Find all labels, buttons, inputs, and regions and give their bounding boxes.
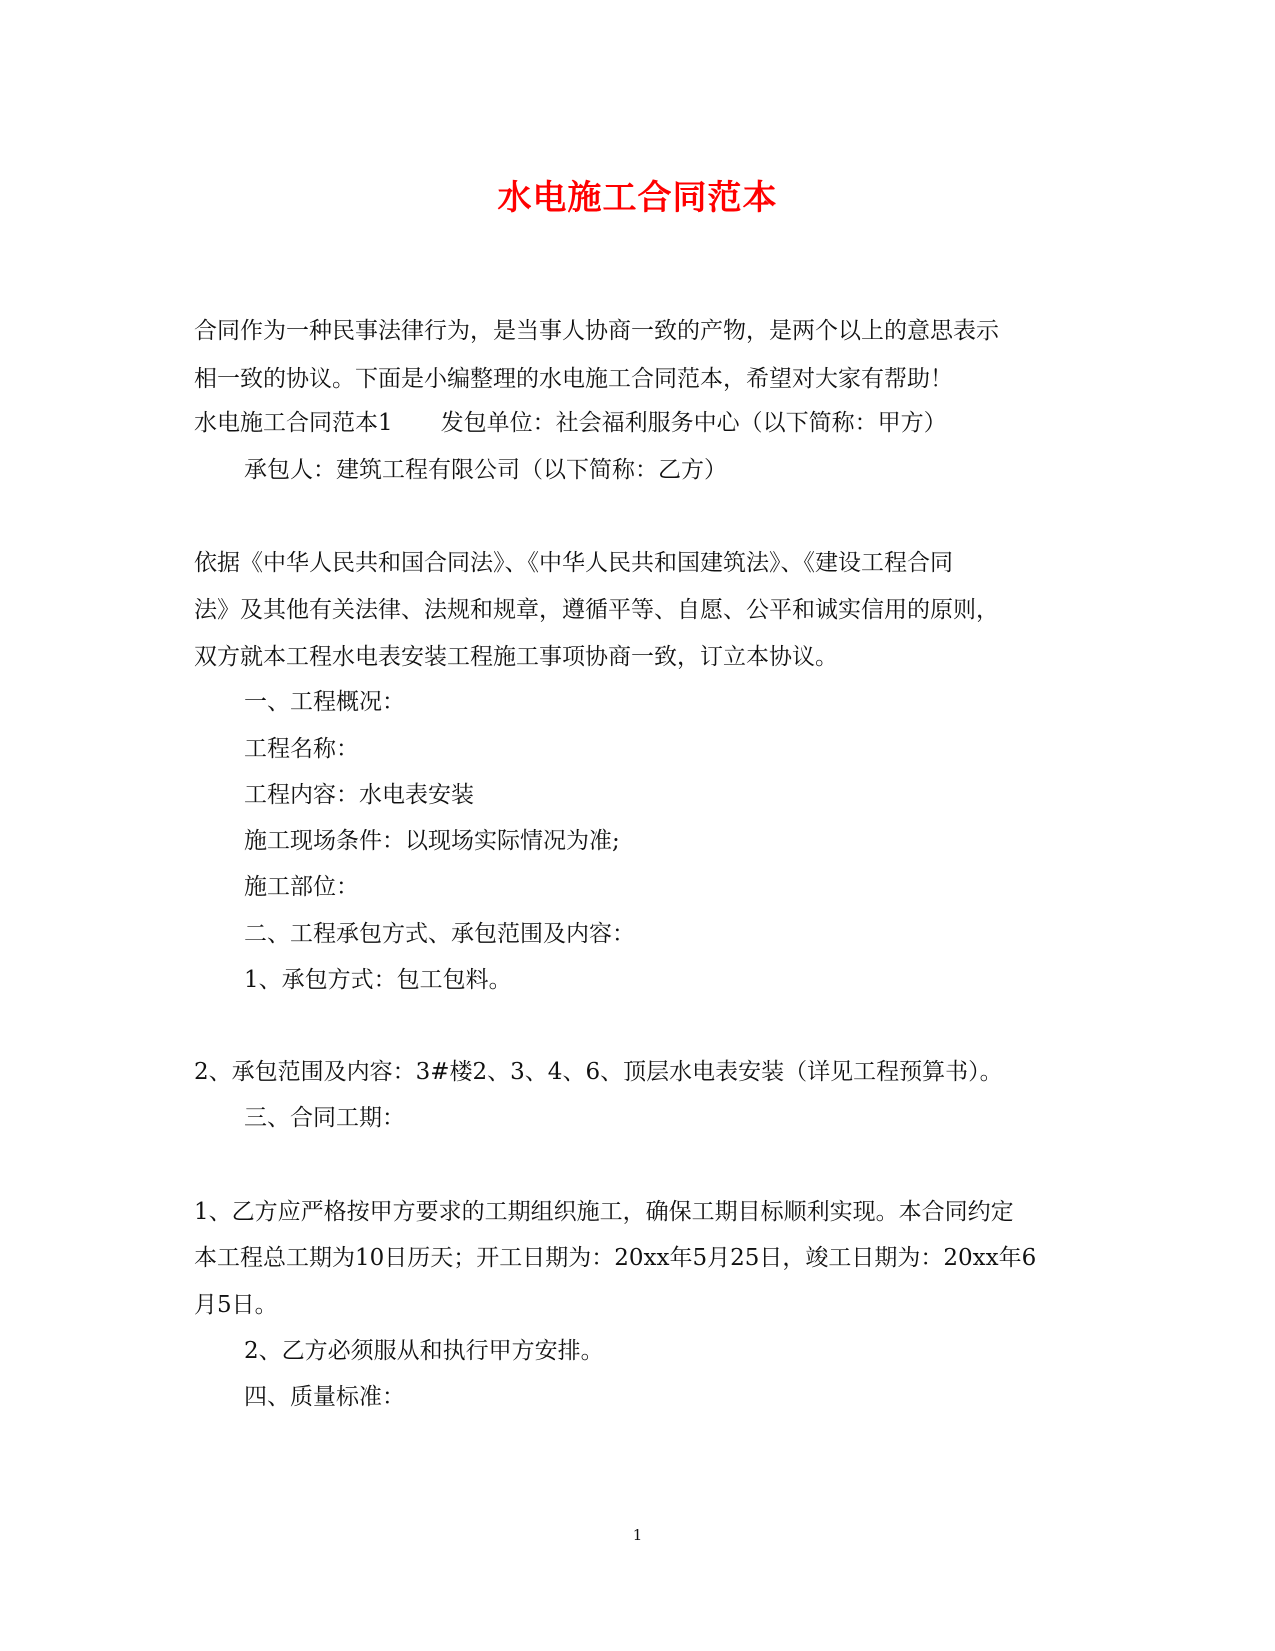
project-name: 工程名称： [244,736,359,762]
page-number: 1 [632,1526,643,1544]
schedule-item-2: 2、乙方必须服从和执行甲方安排。 [244,1338,604,1364]
basis-line-3: 双方就本工程水电表安装工程施工事项协商一致，订立本协议。 [194,644,838,670]
party-a: 发包单位：社会福利服务中心（以下简称：甲方） [440,410,947,436]
contract-method: 1、承包方式：包工包料。 [244,967,512,993]
project-content: 工程内容：水电表安装 [244,782,474,808]
schedule-line-3: 月5日。 [194,1292,278,1318]
basis-line-2: 法》及其他有关法律、法规和规章，遵循平等、自愿、公平和诚实信用的原则， [194,597,999,623]
section4-heading: 四、质量标准： [244,1384,405,1410]
section2-heading: 二、工程承包方式、承包范围及内容： [244,921,635,947]
section1-heading: 一、工程概况： [244,689,405,715]
basis-line-1: 依据《中华人民共和国合同法》、《中华人民共和国建筑法》、《建设工程合同 [194,550,953,576]
intro-line-2: 相一致的协议。下面是小编整理的水电施工合同范本，希望对大家有帮助！ [194,366,953,392]
site-conditions: 施工现场条件：以现场实际情况为准; [244,828,620,854]
intro-line-1: 合同作为一种民事法律行为，是当事人协商一致的产物，是两个以上的意思表示 [194,318,999,344]
construction-location: 施工部位： [244,874,359,900]
sample-heading-row [194,408,1094,438]
party-b: 承包人：建筑工程有限公司（以下简称：乙方） [244,457,727,483]
schedule-line-2: 本工程总工期为10日历天；开工日期为：20xx年5月25日，竣工日期为：20xx年6 [194,1245,1037,1271]
schedule-line-1: 1、乙方应严格按甲方要求的工期组织施工，确保工期目标顺利实现。本合同约定 [194,1199,1014,1225]
sample-heading: 水电施工合同范本1 [194,410,393,436]
contract-scope: 2、承包范围及内容：3#楼2、3、4、6、顶层水电表安装（详见工程预算书）。 [194,1059,1003,1085]
section3-heading: 三、合同工期： [244,1105,405,1131]
document-title: 水电施工合同范本 [497,178,778,218]
